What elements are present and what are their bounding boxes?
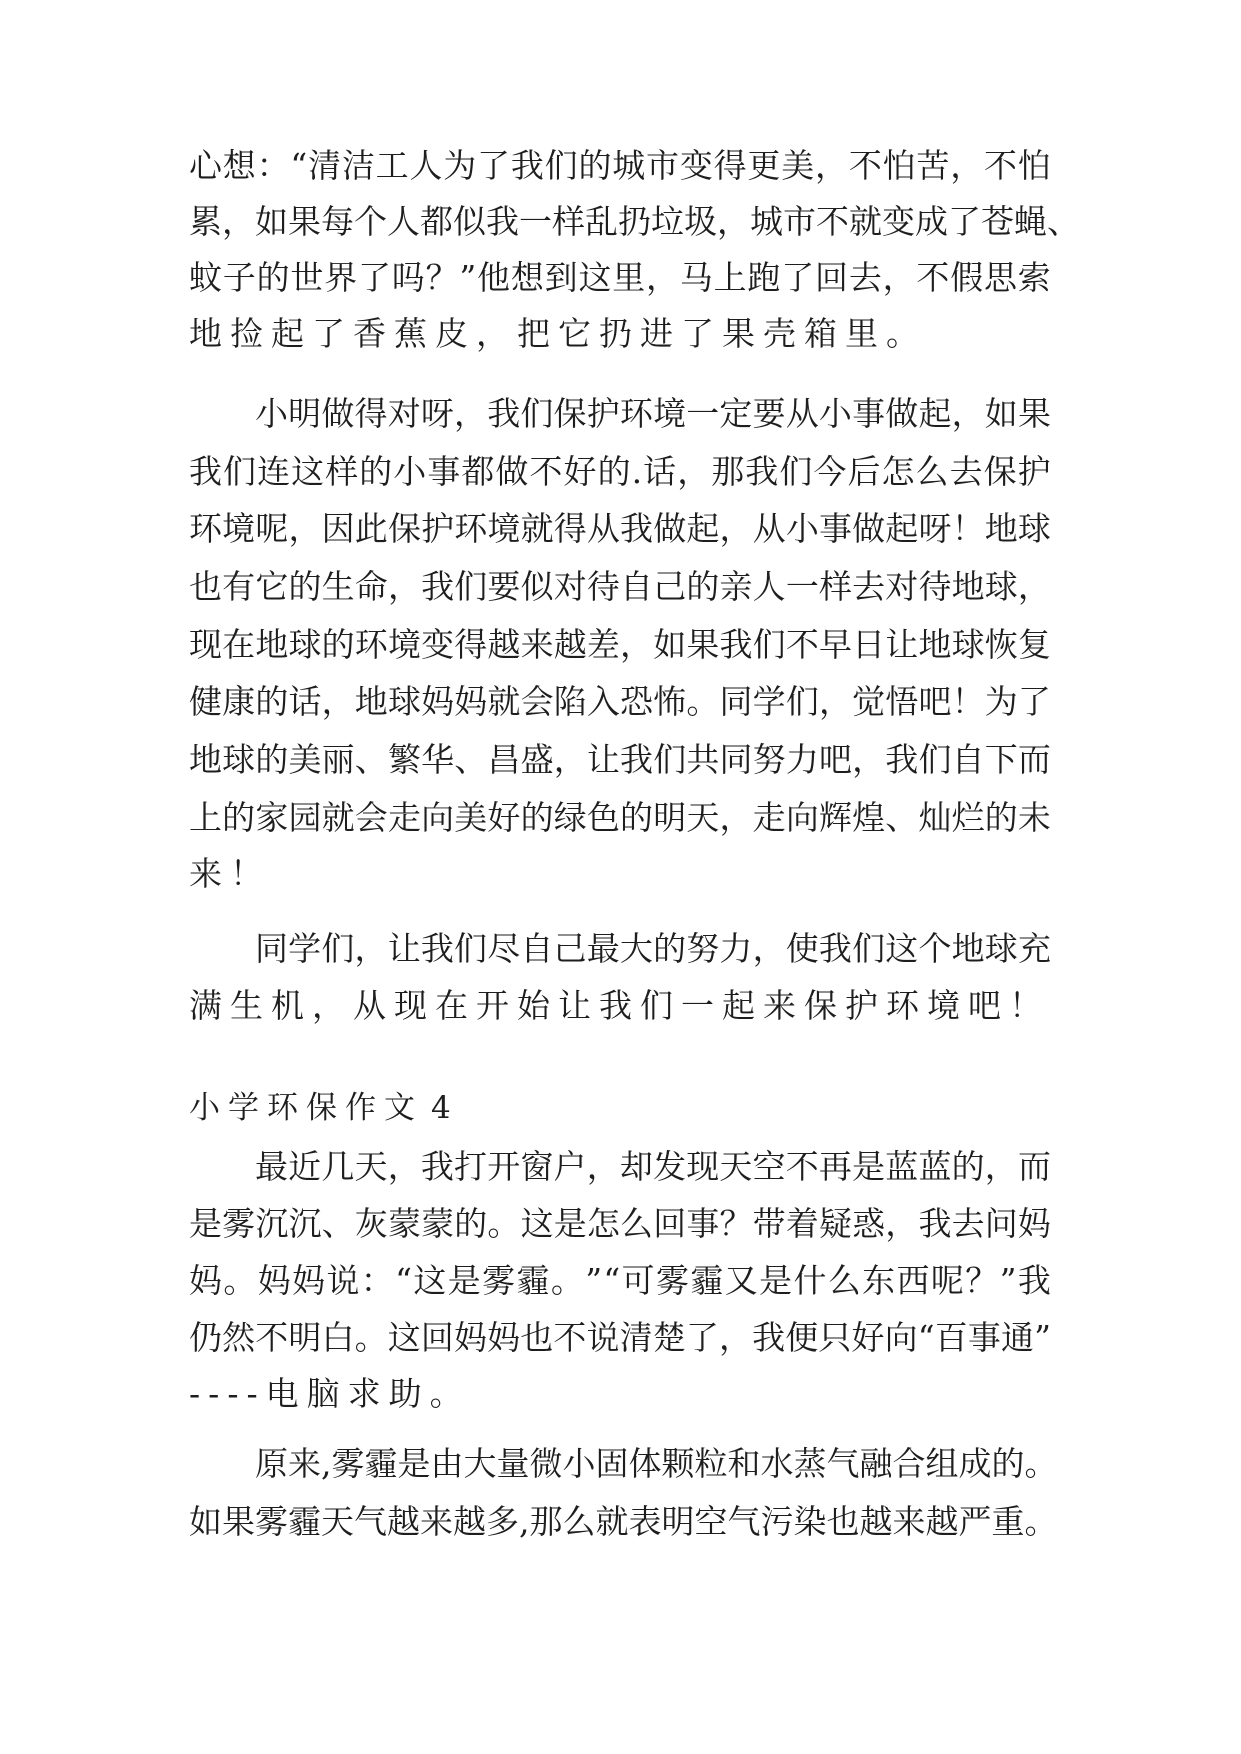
- text-line: 最 近 几 天 ， 我 打 开 窗 户 ， 却 发 现 天 空 不 再 是 蓝 蓝 的 ， 而: [255, 1147, 1051, 1186]
- text-line: 原 来 , 雾 霾 是 由 大 量 微 小 固 体 颗 粒 和 水 蒸 气 融 合 组 成 的 。: [255, 1444, 1058, 1483]
- text-line: 累 ， 如 果 每 个 人 都 似 我 一 样 乱 扔 垃 圾 ， 城 市 不 就 变 成 了 苍 蝇 、: [189, 202, 1080, 241]
- text-line: 妈 。 妈 妈 说 ： “ 这 是 雾 霾 。 ” “ 可 雾 霾 又 是 什 么 东 西 呢 ？ ” 我: [189, 1261, 1051, 1300]
- text-line: 地 球 的 美 丽 、 繁 华 、 昌 盛 ， 让 我 们 共 同 努 力 吧 ， 我 们 自 下 而: [189, 740, 1051, 779]
- text-line: 来 ！: [189, 854, 263, 893]
- text-line: 满 生 机 ， 从 现 在 开 始 让 我 们 一 起 来 保 护 环 境 吧 ！: [189, 986, 1042, 1025]
- text-line: 地 捡 起 了 香 蕉 皮 ， 把 它 扔 进 了 果 壳 箱 里 。: [189, 314, 919, 353]
- text-line: - - - - 电 脑 求 助 。: [189, 1374, 463, 1413]
- text-line: 环 境 呢 ， 因 此 保 护 环 境 就 得 从 我 做 起 ， 从 小 事 做 起 呀 ！ 地 球: [189, 509, 1051, 548]
- text-line: 健 康 的 话 ， 地 球 妈 妈 就 会 陷 入 恐 怖 。 同 学 们 ， 觉 悟 吧 ！ 为 了: [189, 682, 1051, 721]
- text-line: 我 们 连 这 样 的 小 事 都 做 不 好 的 . 话 ， 那 我 们 今 后 怎 么 去 保 护: [189, 452, 1051, 491]
- text-line: 如 果 雾 霾 天 气 越 来 越 多 , 那 么 就 表 明 空 气 污 染 也 越 来 越 严 重 。: [189, 1502, 1058, 1541]
- text-line: 蚊 子 的 世 界 了 吗 ？ ” 他 想 到 这 里 ， 马 上 跑 了 回 去 ， 不 假 思 索: [189, 258, 1051, 297]
- text-line: 同 学 们 ， 让 我 们 尽 自 己 最 大 的 努 力 ， 使 我 们 这 个 地 球 充: [255, 929, 1051, 968]
- text-line: 仍 然 不 明 白 。 这 回 妈 妈 也 不 说 清 楚 了 ， 我 便 只 好 向 “ 百 事 通 ”: [189, 1318, 1051, 1357]
- section-heading: 小 学 环 保 作 文 4: [189, 1090, 451, 1126]
- text-line: 小 明 做 得 对 呀 ， 我 们 保 护 环 境 一 定 要 从 小 事 做 起 ， 如 果: [255, 394, 1051, 433]
- text-line: 上 的 家 园 就 会 走 向 美 好 的 绿 色 的 明 天 ， 走 向 辉 煌 、 灿 烂 的 未: [189, 798, 1051, 837]
- text-line: 心 想 ： “ 清 洁 工 人 为 了 我 们 的 城 市 变 得 更 美 ， 不 怕 苦 ， 不 怕: [189, 146, 1051, 185]
- text-line: 是 雾 沉 沉 、 灰 蒙 蒙 的 。 这 是 怎 么 回 事 ？ 带 着 疑 惑 ， 我 去 问 妈: [189, 1204, 1051, 1243]
- text-line: 现 在 地 球 的 环 境 变 得 越 来 越 差 ， 如 果 我 们 不 早 日 让 地 球 恢 复: [189, 625, 1051, 664]
- text-line: 也 有 它 的 生 命 ， 我 们 要 似 对 待 自 己 的 亲 人 一 样 去 对 待 地 球 ，: [189, 567, 1051, 606]
